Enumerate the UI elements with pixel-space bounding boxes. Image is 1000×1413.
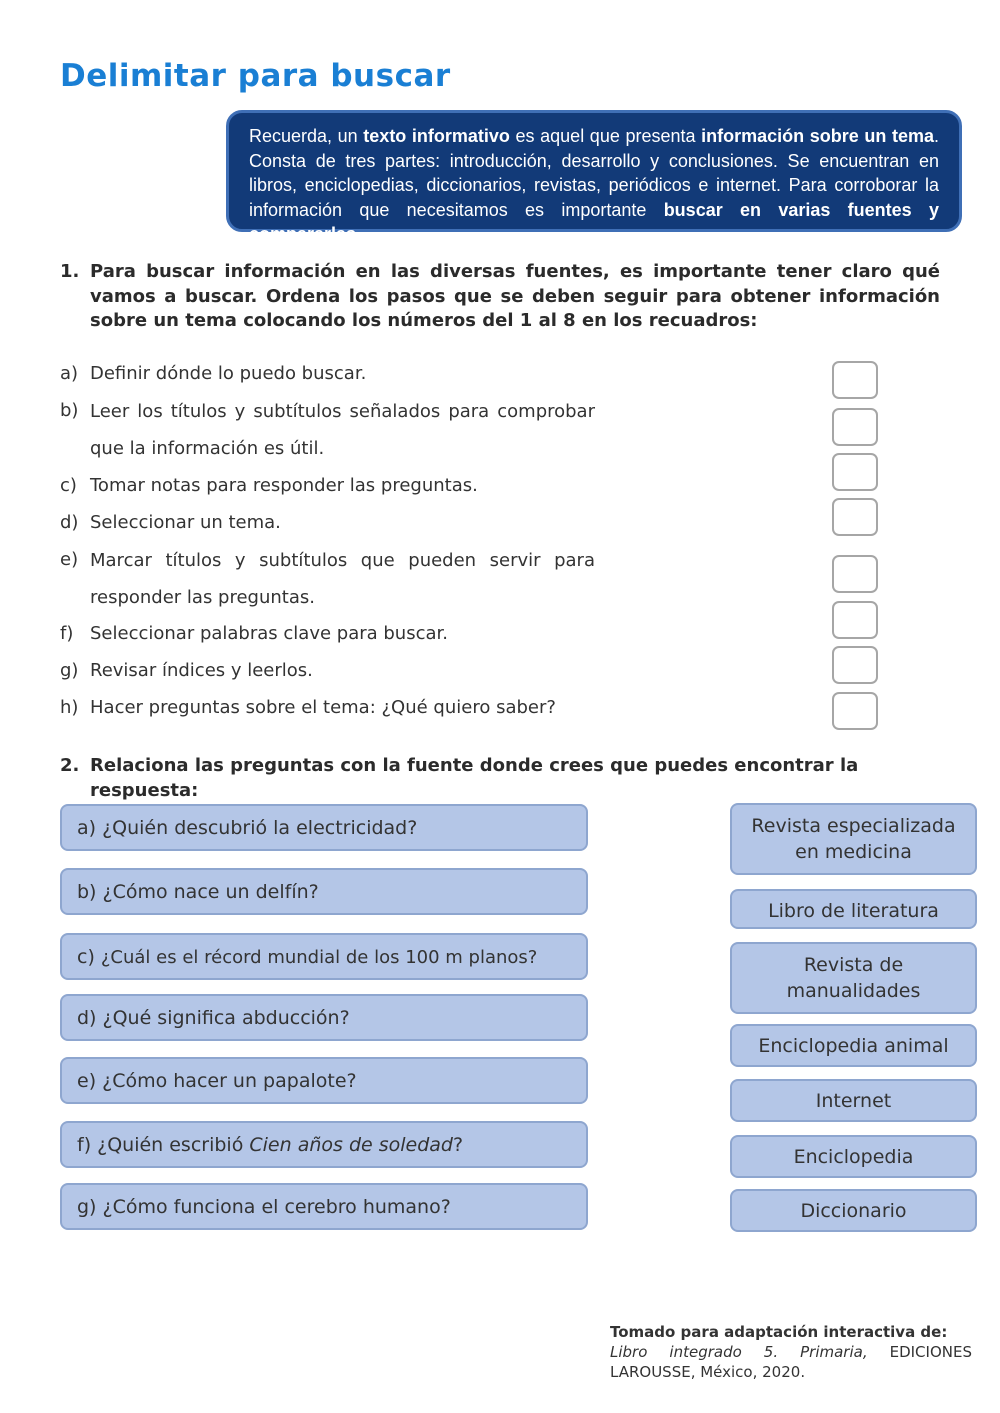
info-box bbox=[226, 110, 962, 244]
page-title: Delimitar para buscar bbox=[60, 58, 451, 94]
source-button[interactable]: Libro de literatura bbox=[730, 889, 977, 929]
step-letter: b) bbox=[60, 400, 79, 421]
step-letter: d) bbox=[60, 512, 79, 533]
step-text: Leer los títulos y subtítulos señalados para comprobar que la información es útil. bbox=[90, 401, 595, 459]
answer-box[interactable] bbox=[832, 555, 878, 593]
step-text: Marcar títulos y subtítulos que pueden servir para responder las preguntas. bbox=[90, 550, 595, 608]
question-2-heading bbox=[60, 754, 960, 803]
step-text: Seleccionar palabras clave para buscar. bbox=[90, 623, 448, 644]
step-letter: a) bbox=[60, 363, 79, 384]
question-label-end: ? bbox=[453, 1134, 464, 1156]
question-label: ¿Cómo hacer un papalote? bbox=[102, 1070, 357, 1092]
question-letter: c) bbox=[77, 946, 95, 968]
question-label: ¿Cómo nace un delfín? bbox=[102, 881, 319, 903]
source-button[interactable]: Enciclopedia animal bbox=[730, 1024, 977, 1067]
question-text: Relaciona las preguntas con la fuente donde crees que puedes encontrar la respuesta: bbox=[90, 755, 859, 801]
answer-box[interactable] bbox=[832, 692, 878, 730]
question-button[interactable] bbox=[60, 868, 588, 915]
answer-box[interactable] bbox=[832, 498, 878, 536]
question-button[interactable] bbox=[60, 1183, 588, 1230]
question-label: ¿Qué significa abducción? bbox=[102, 1007, 350, 1029]
step-text: Revisar índices y leerlos. bbox=[90, 660, 313, 681]
info-text: Recuerda, un bbox=[249, 126, 364, 146]
info-bold-text: texto informativo bbox=[363, 126, 510, 146]
question-label: ¿Cuál es el récord mundial de los 100 m planos? bbox=[100, 947, 538, 968]
credit-publisher: EDICIONES LAROUSSE, México, 2020. bbox=[610, 1343, 972, 1381]
step-letter: e) bbox=[60, 549, 79, 570]
step-letter: c) bbox=[60, 475, 77, 496]
credit-title: Tomado para adaptación interactiva de: bbox=[610, 1323, 948, 1341]
question-button[interactable] bbox=[60, 933, 588, 980]
source-button[interactable]: Revista especializada en medicina bbox=[730, 803, 977, 875]
question-text: Para buscar información en las diversas fuentes, es importante tener claro qué vamos a buscar. Ordena los pasos que se deben seguir para obtener información sobre un tema colocando los números del 1 al 8 en los recuadros: bbox=[90, 261, 940, 331]
question-letter: g) bbox=[77, 1196, 97, 1218]
step-letter: h) bbox=[60, 697, 79, 718]
step-item bbox=[60, 511, 595, 535]
question-letter: d) bbox=[77, 1007, 97, 1029]
step-letter: g) bbox=[60, 660, 79, 681]
credit-text bbox=[610, 1342, 972, 1382]
credit-book: Libro integrado 5. Primaria, bbox=[610, 1343, 868, 1361]
step-item bbox=[60, 622, 595, 646]
question-button[interactable] bbox=[60, 994, 588, 1041]
question-letter: b) bbox=[77, 881, 97, 903]
step-text: Definir dónde lo puedo buscar. bbox=[90, 363, 367, 384]
question-1-heading bbox=[60, 260, 940, 334]
question-letter: a) bbox=[77, 817, 97, 839]
step-text: Hacer preguntas sobre el tema: ¿Qué quiero saber? bbox=[90, 697, 556, 718]
question-letter: f) bbox=[77, 1134, 92, 1156]
question-button[interactable] bbox=[60, 1121, 588, 1168]
answer-box[interactable] bbox=[832, 601, 878, 639]
step-text: Seleccionar un tema. bbox=[90, 512, 281, 533]
info-text: . bbox=[356, 224, 362, 244]
question-number: 1. bbox=[60, 261, 80, 282]
answer-box[interactable] bbox=[832, 408, 878, 446]
question-button[interactable] bbox=[60, 804, 588, 851]
question-number: 2. bbox=[60, 755, 80, 776]
info-bold-text: información sobre un tema bbox=[701, 126, 934, 146]
source-button[interactable]: Diccionario bbox=[730, 1189, 977, 1232]
step-item bbox=[60, 362, 595, 386]
answer-box[interactable] bbox=[832, 646, 878, 684]
question-button[interactable] bbox=[60, 1057, 588, 1104]
source-button[interactable]: Internet bbox=[730, 1079, 977, 1122]
question-letter: e) bbox=[77, 1070, 97, 1092]
source-button[interactable]: Enciclopedia bbox=[730, 1135, 977, 1178]
book-title: Cien años de soledad bbox=[249, 1134, 453, 1156]
step-item bbox=[60, 542, 595, 616]
step-text: Tomar notas para responder las preguntas. bbox=[90, 475, 478, 496]
answer-box[interactable] bbox=[832, 453, 878, 491]
source-button[interactable]: Revista de manualidades bbox=[730, 942, 977, 1014]
step-item bbox=[60, 393, 595, 467]
question-label: ¿Quién escribió bbox=[97, 1134, 250, 1156]
answer-box[interactable] bbox=[832, 361, 878, 399]
question-label: ¿Cómo funciona el cerebro humano? bbox=[102, 1196, 451, 1218]
step-item bbox=[60, 659, 595, 683]
info-text: . Consta de tres partes: introducción, desarrollo y conclusiones. Se encuentran en libros, enciclopedias, diccionarios, revistas, periódicos e internet. Para corroborar la información que necesitamos es importante bbox=[249, 126, 939, 220]
question-label: ¿Quién descubrió la electricidad? bbox=[102, 817, 418, 839]
step-item bbox=[60, 696, 650, 720]
info-text: es aquel que presenta bbox=[509, 126, 702, 146]
step-item bbox=[60, 474, 595, 498]
credit-note bbox=[610, 1322, 972, 1382]
step-letter: f) bbox=[60, 623, 74, 644]
info-bold-text: buscar en varias fuentes y compararlas bbox=[249, 199, 939, 244]
